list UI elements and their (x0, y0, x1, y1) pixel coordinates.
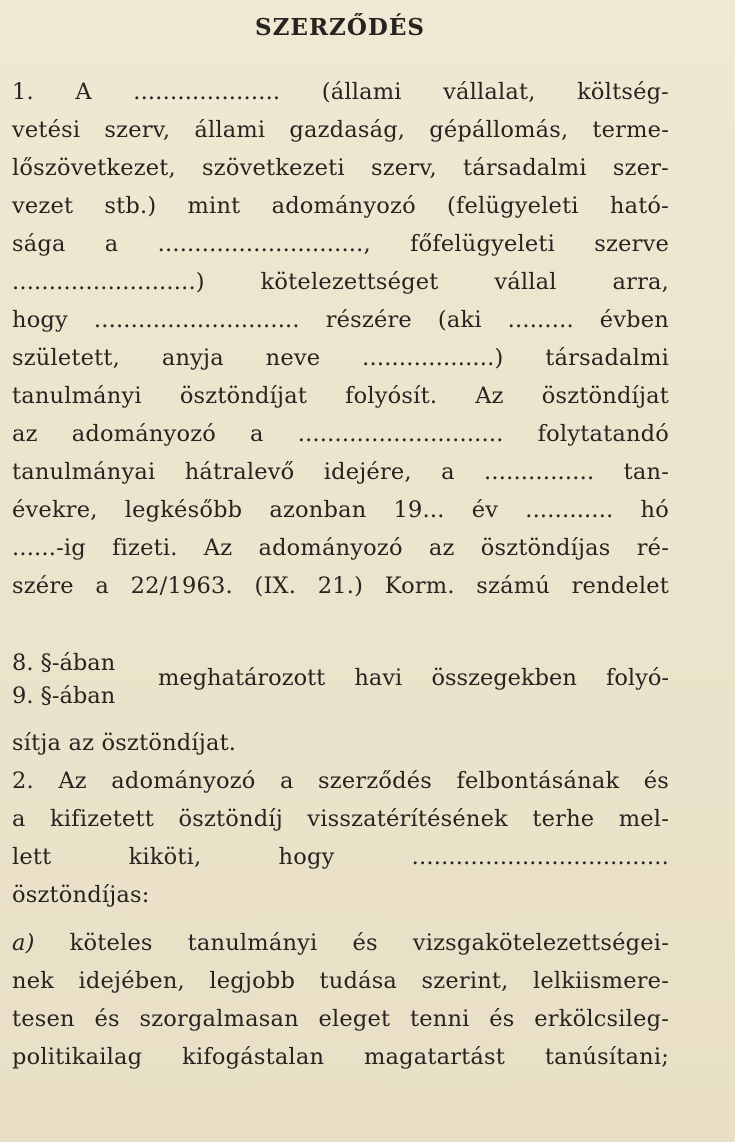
text-line: az adományozó a ............................ folytatandó (12, 421, 669, 447)
text-line: politikailag kifogástalan magatartást tanúsítani; (12, 1044, 669, 1070)
text-line: lőszövetkezet, szövetkezeti szerv, társadalmi szer- (12, 155, 669, 181)
text-line: tanulmányai hátralevő idejére, a ............... tan- (12, 459, 669, 485)
text-line: a kifizetett ösztöndíj visszatérítésének terhe mel- (12, 806, 669, 832)
document-title: SZERZŐDÉS (255, 14, 425, 41)
text-line: született, anyja neve ..................) társadalmi (12, 345, 669, 371)
text-line: tanulmányi ösztöndíjat folyósít. Az ösztöndíjat (12, 383, 669, 409)
text-line (12, 929, 669, 957)
paragraph-options (12, 647, 162, 713)
text-line: évekre, legkésőbb azonban 19... év ............ hó (12, 497, 669, 523)
text-line: lett kiköti, hogy ................................... (12, 844, 669, 870)
text-line: 1. A .................... (állami vállalat, költség- (12, 79, 669, 105)
text-line: sítja az ösztöndíjat. (12, 730, 237, 756)
text-line: meghatározott havi összegekben folyó- (158, 665, 669, 691)
text-line: ......-ig fizeti. Az adományozó az ösztöndíjas ré- (12, 535, 669, 561)
option-line: 8. §-ában (12, 650, 116, 676)
text-line: tesen és szorgalmasan eleget tenni és erkölcsileg- (12, 1006, 669, 1032)
option-line: 9. §-ában (12, 683, 116, 709)
text-line: vezet stb.) mint adományozó (felügyeleti ható- (12, 193, 669, 219)
text-line: vetési szerv, állami gazdaság, gépállomás, terme- (12, 117, 669, 143)
text-line: hogy ............................ részére (aki ......... évben (12, 307, 669, 333)
item-text: köteles tanulmányi és vizsgakötelezettségei- (34, 930, 669, 956)
text-line: szére a 22/1963. (IX. 21.) Korm. számú rendelet (12, 573, 669, 599)
text-line: 2. Az adományozó a szerződés felbontásának és (12, 768, 669, 794)
text-line: ösztöndíjas: (12, 882, 150, 908)
text-line: .........................) kötelezettséget vállal arra, (12, 269, 669, 295)
text-line: sága a ............................, főfelügyeleti szerve (12, 231, 669, 257)
item-marker: a) (12, 930, 35, 956)
text-line: nek idejében, legjobb tudása szerint, lelkiismere- (12, 968, 669, 994)
